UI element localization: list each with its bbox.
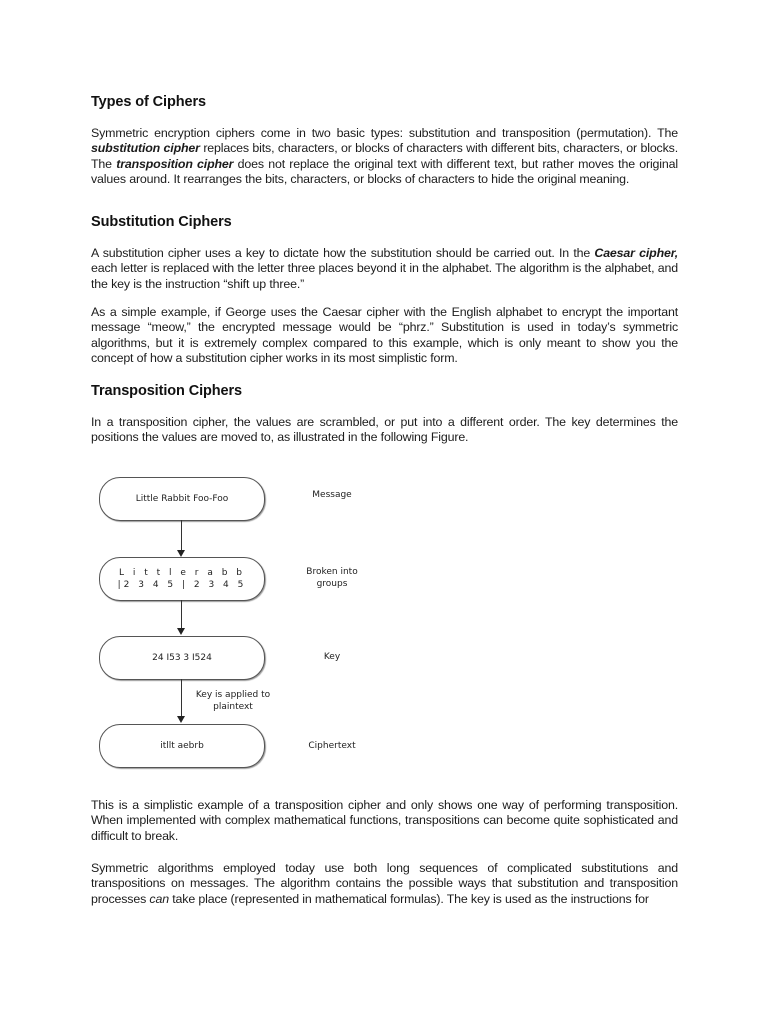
flow-box-message: Little Rabbit Foo-Foo xyxy=(99,477,265,521)
emphasis-can: can xyxy=(149,891,169,906)
flow-box-groups: L i t t l e r a b b |2 3 4 5 | 2 3 4 5 xyxy=(99,557,265,601)
flow-box-ciphertext: itllt aebrb xyxy=(99,724,265,768)
flow-label-groups: Broken into groups xyxy=(306,567,358,589)
arrow-down-icon xyxy=(177,716,185,723)
flow-label-ciphertext: Ciphertext xyxy=(308,741,356,751)
term-substitution-cipher: substitution cipher xyxy=(91,141,200,156)
flow-connector xyxy=(181,600,182,628)
arrow-down-icon xyxy=(177,550,185,557)
flow-annotation-key-applied: Key is applied to plaintext xyxy=(195,690,271,712)
heading-types-of-ciphers: Types of Ciphers xyxy=(91,94,206,110)
flow-label-message: Message xyxy=(312,490,352,500)
flow-label-key: Key xyxy=(323,652,341,662)
paragraph-transposition-intro: In a transposition cipher, the values are scrambled, or put into a different order. The key determines the positions the values are moved to, as illustrated in the following Figure. xyxy=(91,415,678,445)
paragraph-types-intro: Symmetric encryption ciphers come in two basic types: substitution and transposition (permutation). The substitution cipher replaces bits, characters, or blocks of characters with different bits, characters, or blocks. The transposition cipher does not replace the original text with different text, but rather moves the original values around. It rearranges the bits, characters, or blocks of characters to hide the original meaning. xyxy=(91,126,678,186)
heading-transposition-ciphers: Transposition Ciphers xyxy=(91,383,242,399)
flow-connector xyxy=(181,520,182,550)
paragraph-substitution-intro: A substitution cipher uses a key to dictate how the substitution should be carried out. In the Caesar cipher, each letter is replaced with the letter three places beyond it in the alphabet. The algorithm is the alphabet, and the key is the instruction “shift up three.” xyxy=(91,246,679,291)
flow-connector xyxy=(181,679,182,717)
paragraph-transposition-note: This is a simplistic example of a transposition cipher and only shows one way of performing transposition. When implemented with complex mathematical functions, transpositions can become quite sophisticated and difficult to break. xyxy=(91,798,678,843)
term-caesar-cipher: Caesar cipher, xyxy=(594,246,679,260)
heading-substitution-ciphers: Substitution Ciphers xyxy=(91,214,232,230)
paragraph-caesar-example: As a simple example, if George uses the Caesar cipher with the English alphabet to encrypt the important message “meow,” the encrypted message would be “phrz.” Substitution is used in today’s symmetric algorithms, but it is extremely complex compared to this example, which is only meant to show you the concept of how a substitution cipher works in its most simplistic form. xyxy=(91,305,678,365)
paragraph-symmetric-algorithms: Symmetric algorithms employed today use both long sequences of complicated substitutions and transpositions on messages. The algorithm contains the possible ways that substitution and transposition processes can take place (represented in mathematical formulas). The key is used as the instructions for xyxy=(91,861,678,906)
arrow-down-icon xyxy=(177,628,185,635)
flow-box-key: 24 I53 3 I524 xyxy=(99,636,265,680)
term-transposition-cipher: transposition cipher xyxy=(116,156,234,171)
